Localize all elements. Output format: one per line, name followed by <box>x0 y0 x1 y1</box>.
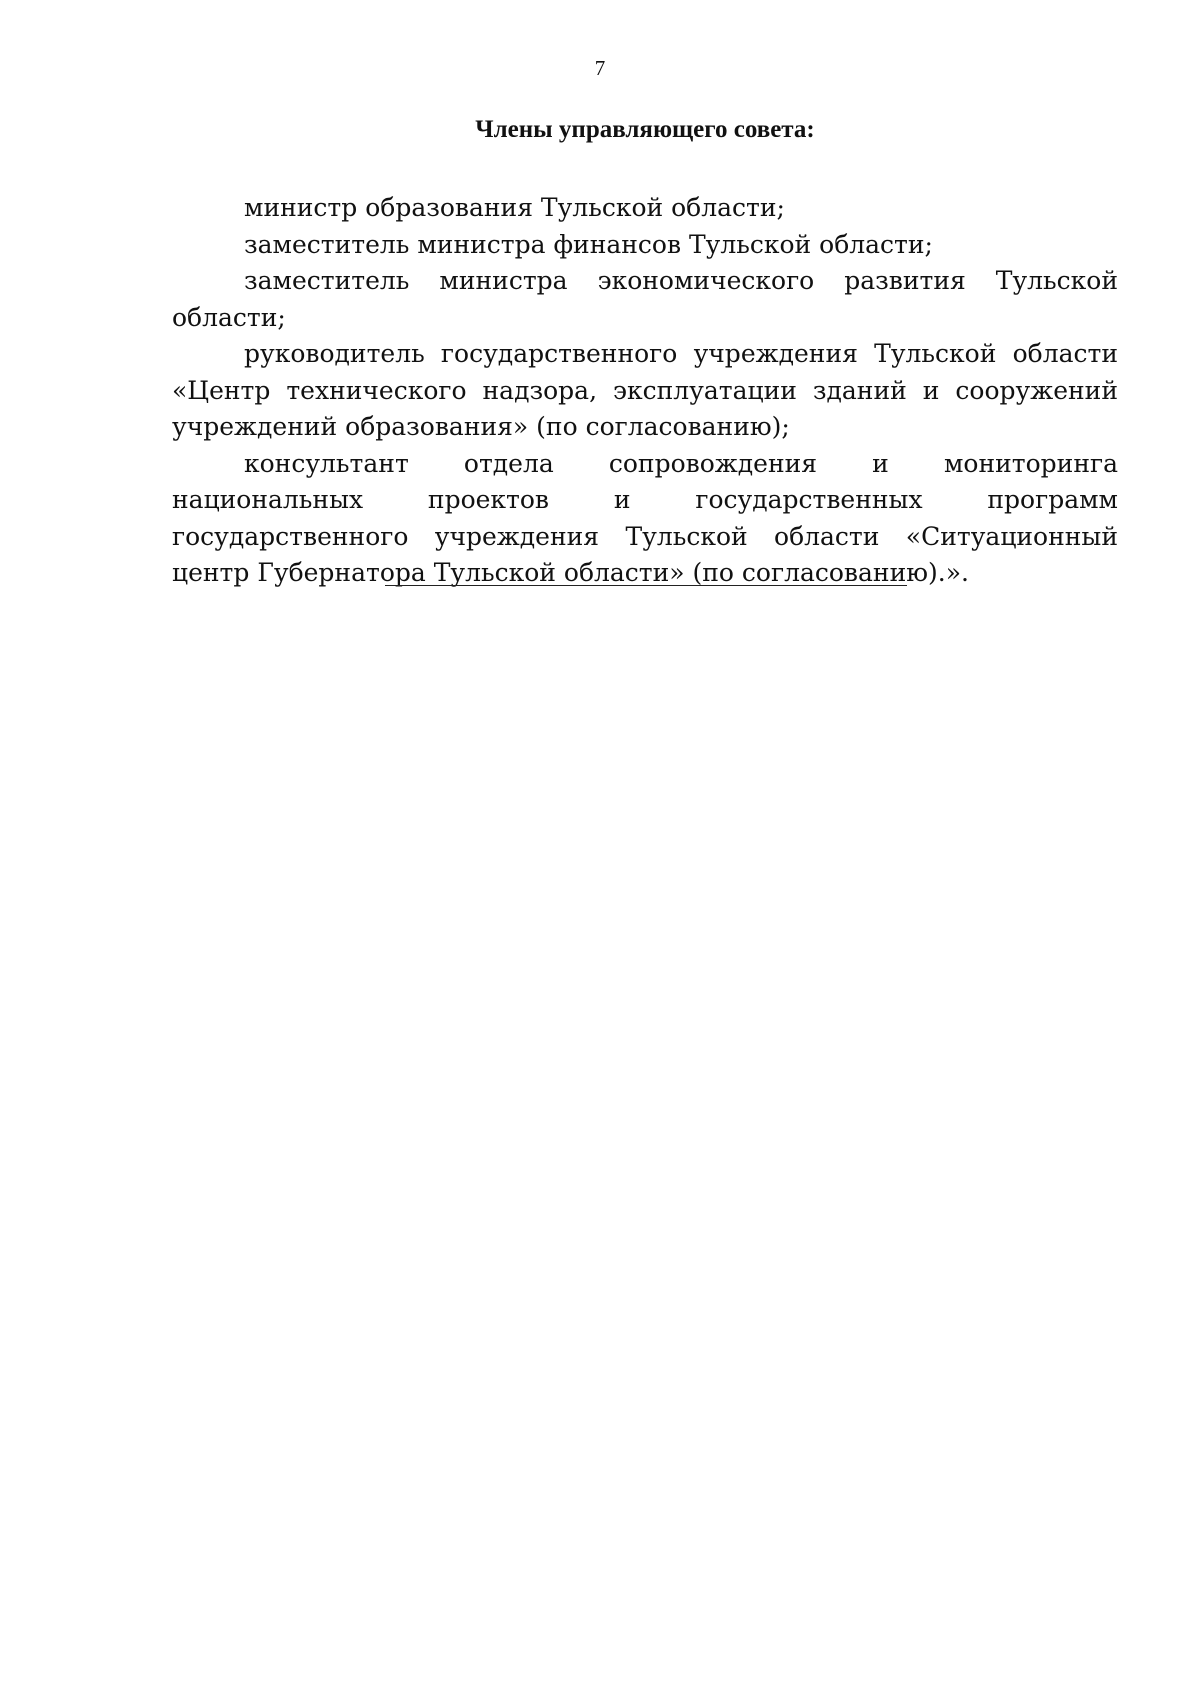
end-separator-line <box>385 585 907 586</box>
member-item: руководитель государственного учреждения Тульской области «Центр технического надзора, эксплуатации зданий и сооружений учреждений образования» (по согласованию); <box>172 339 1118 441</box>
member-item: консультант отдела сопровождения и мониторинга национальных проектов и государственных программ государственного учреждения Тульской области «Ситуационный центр Губернатора Тульской области» (по согласованию).». <box>172 448 1118 587</box>
member-item: заместитель министра финансов Тульской области; <box>244 229 933 259</box>
section-heading: Члены управляющего совета: <box>475 116 815 143</box>
member-item: заместитель министра экономического развития Тульской области; <box>172 266 1118 332</box>
member-item: министр образования Тульской области; <box>244 193 785 222</box>
page-number: 7 <box>594 56 606 80</box>
members-list <box>172 190 1118 592</box>
